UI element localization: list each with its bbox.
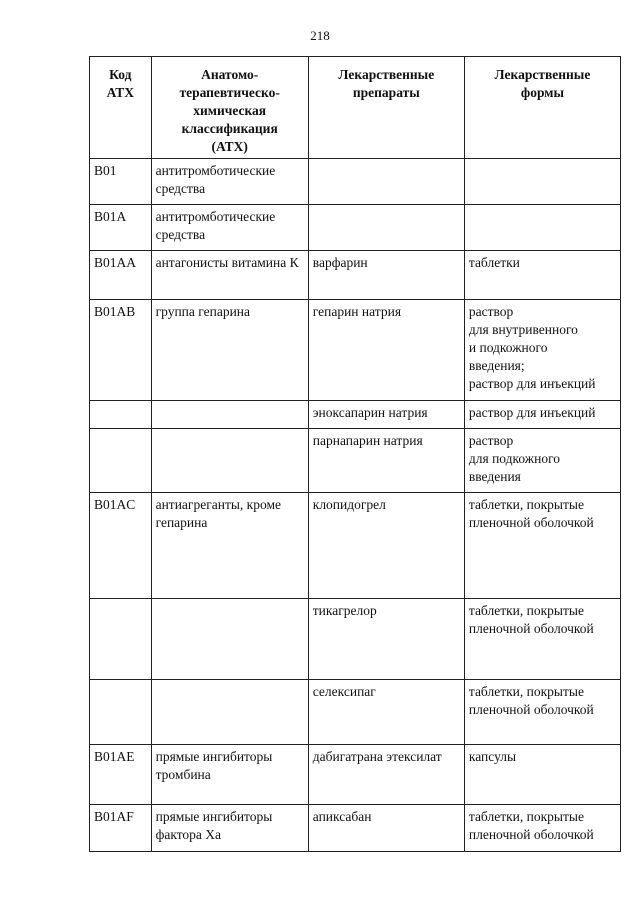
cell-form: капсулы bbox=[464, 745, 620, 805]
cell-code: B01AB bbox=[90, 300, 152, 401]
cell-drug: клопидогрел bbox=[308, 493, 464, 599]
table-row bbox=[90, 205, 621, 251]
cell-form bbox=[464, 159, 620, 205]
cell-class bbox=[151, 680, 308, 745]
cell-code bbox=[90, 599, 152, 680]
cell-form: раствор для подкожного введения bbox=[464, 429, 620, 493]
cell-drug: тикагрелор bbox=[308, 599, 464, 680]
cell-drug: апиксабан bbox=[308, 805, 464, 852]
cell-code bbox=[90, 680, 152, 745]
cell-code: B01AE bbox=[90, 745, 152, 805]
cell-code bbox=[90, 401, 152, 429]
table-row bbox=[90, 159, 621, 205]
table-row bbox=[90, 401, 621, 429]
atx-table bbox=[89, 56, 621, 852]
table-row bbox=[90, 745, 621, 805]
header-code: Код АТХ bbox=[90, 57, 152, 159]
cell-class: группа гепарина bbox=[151, 300, 308, 401]
cell-form: таблетки, покрытые пленочной оболочкой bbox=[464, 680, 620, 745]
cell-drug: селексипаг bbox=[308, 680, 464, 745]
table-row bbox=[90, 680, 621, 745]
cell-drug: парнапарин натрия bbox=[308, 429, 464, 493]
cell-form: таблетки bbox=[464, 251, 620, 300]
cell-form: раствор для инъекций bbox=[464, 401, 620, 429]
cell-code: B01AF bbox=[90, 805, 152, 852]
cell-drug: дабигатрана этексилат bbox=[308, 745, 464, 805]
table-row bbox=[90, 493, 621, 599]
table-row bbox=[90, 805, 621, 852]
cell-code: B01 bbox=[90, 159, 152, 205]
cell-form: раствор для внутривенного и подкожного введения; раствор для инъекций bbox=[464, 300, 620, 401]
cell-form: таблетки, покрытые пленочной оболочкой bbox=[464, 599, 620, 680]
cell-code: B01AC bbox=[90, 493, 152, 599]
cell-class bbox=[151, 599, 308, 680]
cell-class: антитромботические средства bbox=[151, 205, 308, 251]
cell-class bbox=[151, 429, 308, 493]
table-row bbox=[90, 599, 621, 680]
table-row bbox=[90, 251, 621, 300]
cell-class: прямые ингибиторы тромбина bbox=[151, 745, 308, 805]
cell-code: B01AA bbox=[90, 251, 152, 300]
cell-class bbox=[151, 401, 308, 429]
table-header-row bbox=[90, 57, 621, 159]
cell-class: прямые ингибиторы фактора Ха bbox=[151, 805, 308, 852]
table-row bbox=[90, 429, 621, 493]
cell-class: антагонисты витамина К bbox=[151, 251, 308, 300]
header-drugs: Лекарственные препараты bbox=[308, 57, 464, 159]
cell-drug bbox=[308, 205, 464, 251]
cell-drug: эноксапарин натрия bbox=[308, 401, 464, 429]
page-number: 218 bbox=[310, 28, 330, 43]
cell-drug: гепарин натрия bbox=[308, 300, 464, 401]
cell-form: таблетки, покрытые пленочной оболочкой bbox=[464, 805, 620, 852]
table-row bbox=[90, 300, 621, 401]
cell-class: антитромботические средства bbox=[151, 159, 308, 205]
cell-drug bbox=[308, 159, 464, 205]
header-classification: Анатомо- терапевтическо- химическая классификация (АТХ) bbox=[151, 57, 308, 159]
cell-code bbox=[90, 429, 152, 493]
cell-class: антиагреганты, кроме гепарина bbox=[151, 493, 308, 599]
cell-drug: варфарин bbox=[308, 251, 464, 300]
cell-form: таблетки, покрытые пленочной оболочкой bbox=[464, 493, 620, 599]
header-forms: Лекарственные формы bbox=[464, 57, 620, 159]
cell-form bbox=[464, 205, 620, 251]
cell-code: B01A bbox=[90, 205, 152, 251]
